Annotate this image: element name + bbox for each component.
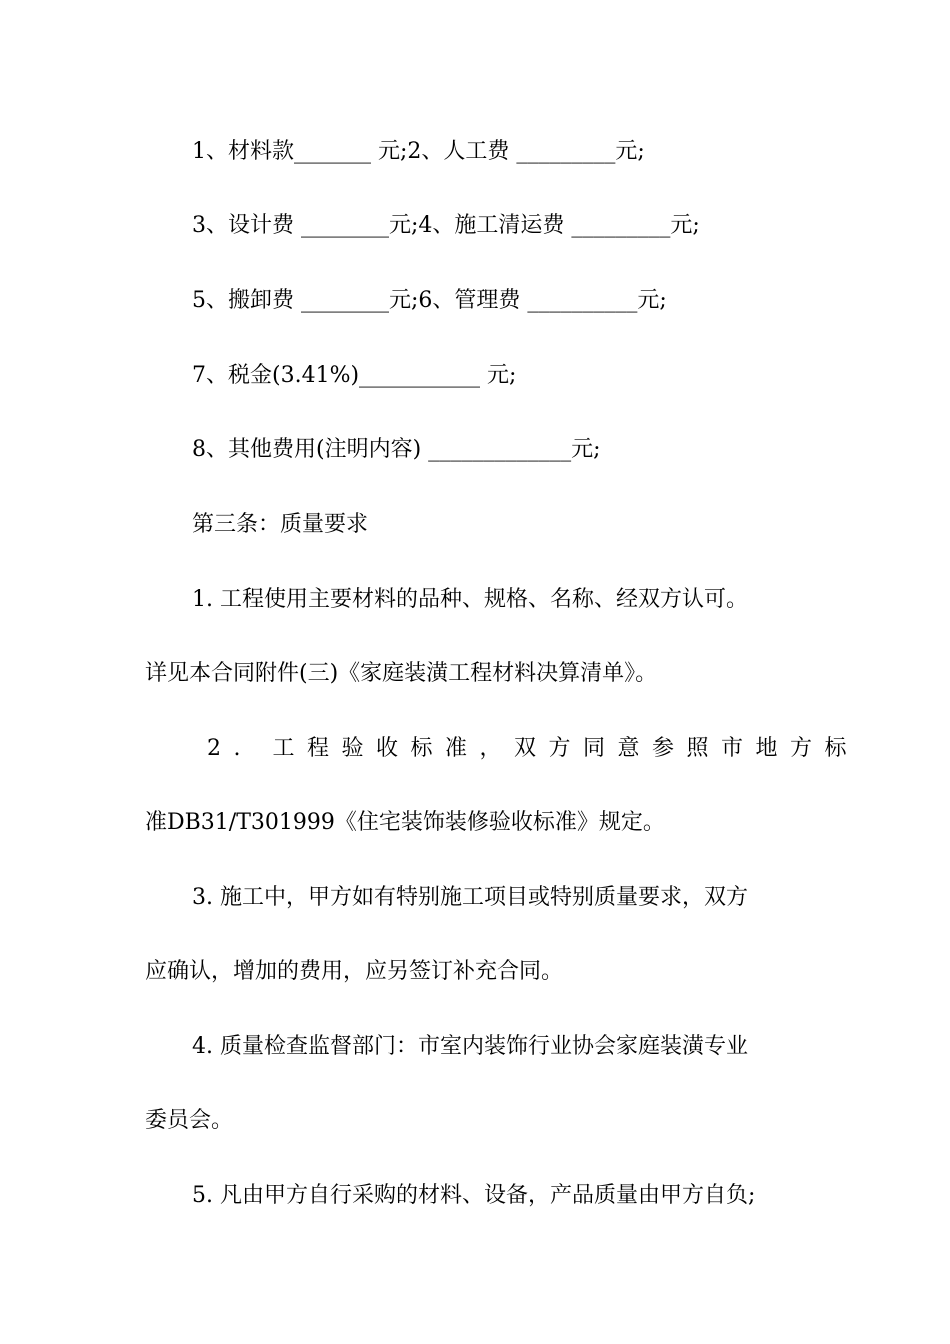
clause-1-line-2: 详见本合同附件(三)《家庭装潢工程材料决算清单》。 (145, 661, 658, 686)
fee-line-design-cleanup: 3、设计费 ________元;4、施工清运费 _________元; (192, 213, 700, 238)
section-heading-quality: 第三条：质量要求 (192, 512, 369, 537)
fee-line-tax: 7、税金(3.41%)___________ 元; (192, 363, 517, 388)
clause-3-line-1: 3. 施工中，甲方如有特别施工项目或特别质量要求，双方 (192, 885, 748, 910)
clause-2-line-2: 准DB31/T301999《住宅装饰装修验收标准》规定。 (145, 810, 665, 835)
clause-2-line-1: 2. 工程验收标准，双方同意参照市地方标 (207, 736, 859, 761)
fee-line-other: 8、其他费用(注明内容) _____________元; (192, 437, 601, 462)
clause-3-line-2: 应确认，增加的费用，应另签订补充合同。 (145, 959, 564, 984)
clause-4-line-1: 4. 质量检查监督部门：市室内装饰行业协会家庭装潢专业 (192, 1034, 748, 1059)
clause-4-line-2: 委员会。 (145, 1108, 234, 1133)
fee-line-handling-management: 5、搬卸费 ________元;6、管理费 __________元; (192, 288, 667, 313)
clause-1-line-1: 1. 工程使用主要材料的品种、规格、名称、经双方认可。 (192, 587, 748, 612)
fee-line-material-labor: 1、材料款_______ 元;2、人工费 _________元; (192, 139, 645, 164)
clause-5-line-1: 5. 凡由甲方自行采购的材料、设备，产品质量由甲方自负; (192, 1183, 756, 1208)
